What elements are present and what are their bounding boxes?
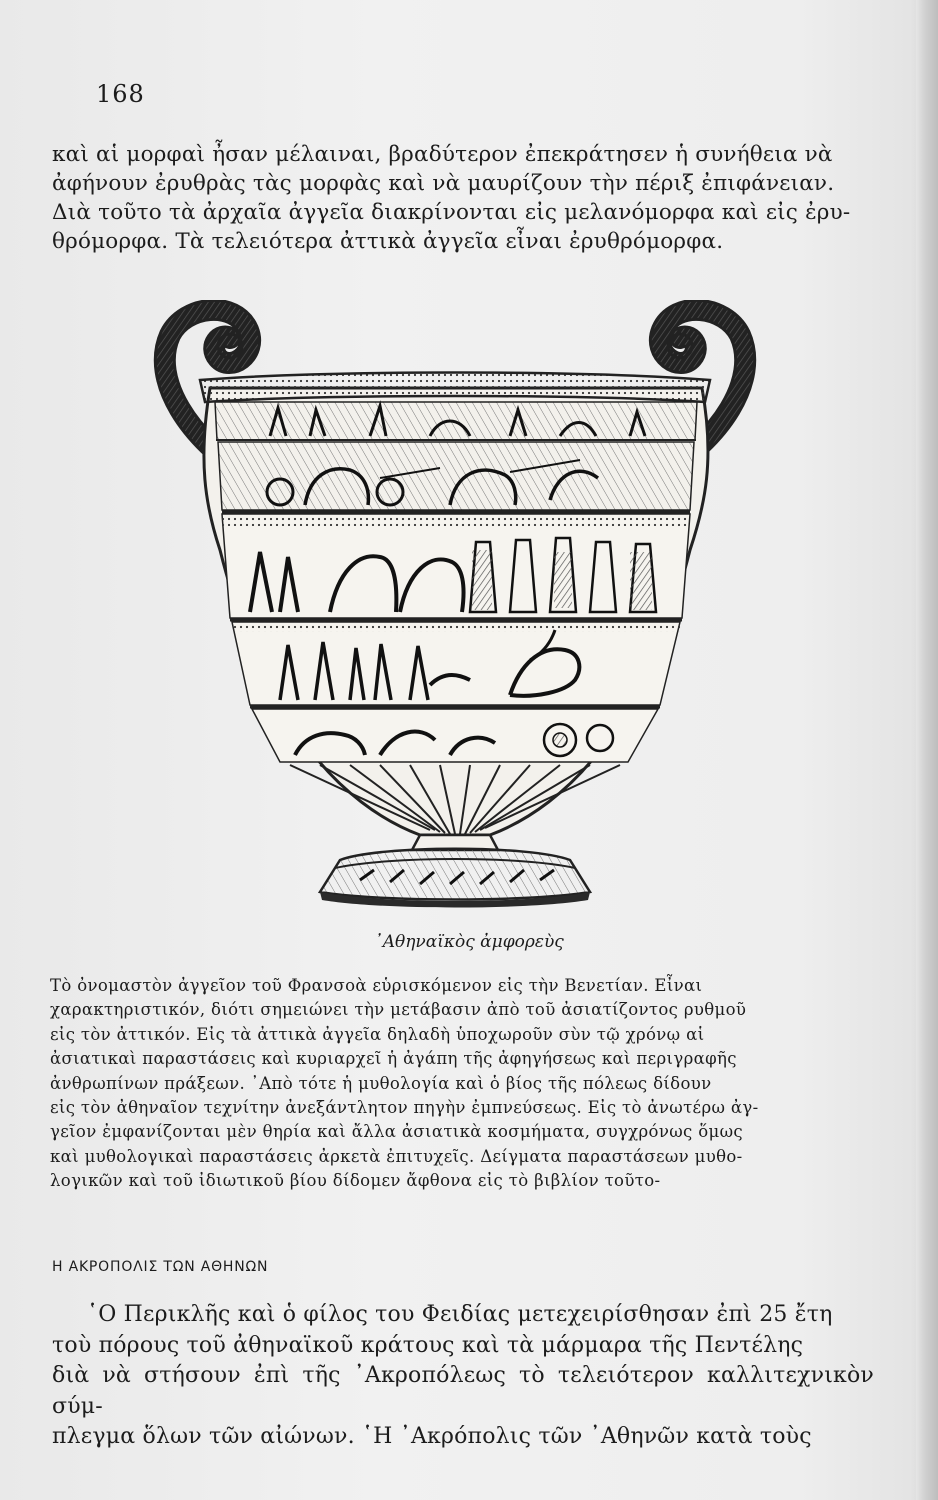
caption-line: εἰς τὸν ἀττικόν. Εἰς τὰ ἀττικὰ ἀγγεῖα δηλαδὴ ὑποχωροῦν σὺν τῷ χρόνῳ αἱ [50,1024,705,1044]
section-line: πλεγμα ὅλων τῶν αἰώνων. ῾Η ᾿Ακρόπολις τῶν ᾿Αθηνῶν κατὰ τοὺς [52,1424,812,1449]
figure-caption: ᾿Αθηναϊκὸς ἀμφορεὺς [374,932,564,952]
caption-line: ἀσιατικαὶ παραστάσεις καὶ κυριαρχεῖ ἡ ἀγάπη τῆς ἀφηγήσεως καὶ περιγραφῆς [50,1049,737,1069]
page-edge-shadow [916,0,938,1500]
frieze-band-3-procession [222,514,690,618]
frieze-band-4-figures [232,622,680,705]
frieze-band-5-animals [252,709,658,762]
caption-line: ἀνθρωπίνων πράξεων. ᾿Απὸ τότε ἡ μυθολογία καὶ ὁ βίος τῆς πόλεως δίδουν [50,1073,712,1093]
intro-paragraph [52,140,874,256]
vase-foot [320,835,590,908]
section-line: διὰ νὰ στήσουν ἐπὶ τῆς ᾿Ακροπόλεως τὸ τελειότερον καλλιτεχνικὸν σύμ- [52,1363,874,1419]
section-heading: Η ΑΚΡΟΠΟΛΙΣ ΤΩΝ ΑΘΗΝΩΝ [52,1259,269,1275]
intro-line: ἀφήνουν ἐρυθρὰς τὰς μορφὰς καὶ νὰ μαυρίζουν τὴν πέριξ ἐπιφάνειαν. [52,171,835,196]
section-line: τοὺ πόρους τοῦ ἀθηναϊκοῦ κράτους καὶ τὰ μάρμαρα τῆς Πεντέλης [52,1332,804,1358]
page-number: 168 [96,80,145,108]
section-line: ῾Ο Περικλῆς καὶ ὁ φίλος του Φειδίας μετεχειρίσθησαν ἐπὶ 25 ἔτη [87,1302,833,1327]
frieze-band-1 [215,402,697,440]
intro-line: θρόμορφα. Τὰ τελειότερα ἀττικὰ ἀγγεῖα εἶναι ἐρυθρόμορφα. [52,229,724,254]
caption-line: γεῖον ἐμφανίζονται μὲν θηρία καὶ ἄλλα ἀσιατικὰ κοσμήματα, συγχρόνως ὅμως [50,1122,743,1142]
caption-line: καὶ μυθολογικαὶ παραστάσεις ἀρκετὰ ἐπιτυχεῖς. Δείγματα παραστάσεων μυθο- [50,1146,743,1166]
caption-line: Τὸ ὀνομαστὸν ἀγγεῖον τοῦ Φρανσοὰ εὑρισκόμενον εἰς τὴν Βενετίαν. Εἶναι [50,976,703,995]
caption-line: λογικῶν καὶ τοῦ ἰδιωτικοῦ βίου δίδομεν ἄφθονα εἰς τὸ βιβλίον τοῦτο- [50,1171,661,1191]
intro-line: καὶ αἱ μορφαὶ ἦσαν μέλαιναι, βραδύτερον ἐπεκράτησεν ἡ συνήθεια νὰ [52,142,833,167]
caption-line: εἰς τὸν ἀθηναῖον τεχνίτην ἀνεξάντλητον πηγὴν ἐμπνεύσεως. Εἰς τὸ ἀνωτέρω ἀγ- [50,1098,759,1118]
intro-line: Διὰ τοῦτο τὰ ἀρχαῖα ἀγγεῖα διακρίνονται εἰς μελανόμορφα καὶ εἰς ἐρυ- [52,200,851,225]
section-paragraph [52,1300,874,1453]
frieze-band-2-chariots [218,442,694,510]
caption-paragraph [50,974,872,1194]
caption-line: χαρακτηριστικόν, διότι σημειώνει τὴν μετάβασιν ἀπὸ τοῦ ἀσιατίζοντος ρυθμοῦ [50,1000,747,1020]
francois-vase-illustration [130,300,780,910]
